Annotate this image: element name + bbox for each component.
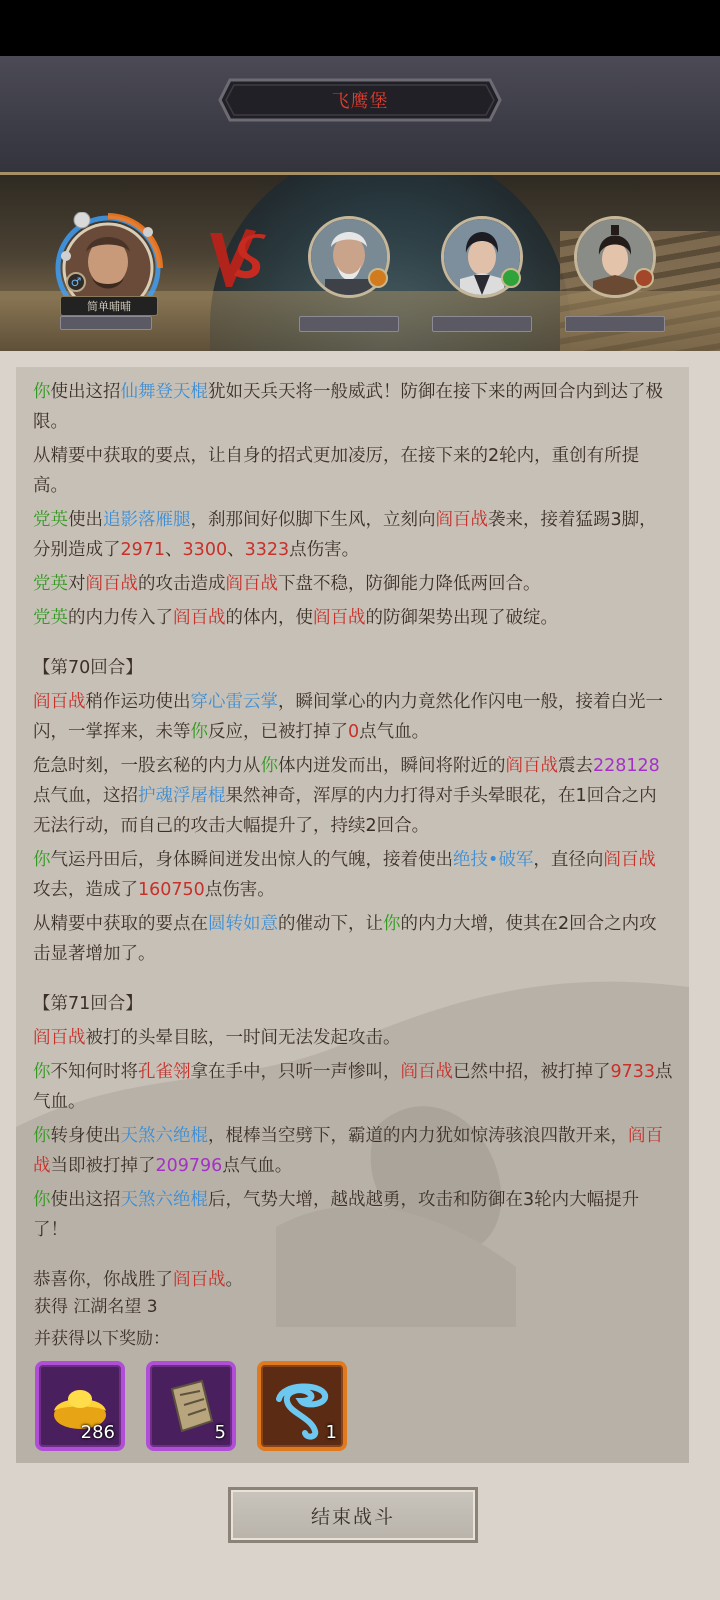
location-title: 飞鹰堡 xyxy=(331,91,389,112)
log-segment: 对 xyxy=(68,574,86,594)
log-segment: 阎百战 xyxy=(505,756,558,776)
log-entry xyxy=(33,989,673,1019)
male-icon: ♂ xyxy=(66,272,86,292)
log-segment: 、 xyxy=(227,540,245,560)
log-segment: 护魂浮屠棍 xyxy=(138,786,226,806)
opponent-2-hp-bar xyxy=(432,316,532,332)
log-segment: 点伤害。 xyxy=(204,880,275,900)
log-segment: 恭喜你，你战胜了 xyxy=(33,1270,173,1290)
log-segment: 拿在手中，只听一声惨叫， xyxy=(190,1062,401,1082)
log-entry xyxy=(33,1057,673,1117)
log-segment: 点气血。 xyxy=(222,1156,293,1176)
log-segment: 孔雀翎 xyxy=(138,1062,191,1082)
location-title-plate xyxy=(218,78,502,122)
log-segment: 党英 xyxy=(33,608,68,628)
log-segment: 阎百战 xyxy=(603,850,656,870)
log-segment: 绝技•破军 xyxy=(453,850,534,870)
log-segment: 使出 xyxy=(68,510,103,530)
log-segment: 阎百战 xyxy=(85,574,138,594)
log-segment: 你 xyxy=(33,1126,51,1146)
log-segment: 9733 xyxy=(610,1062,656,1082)
player-name: 简单晡晡 xyxy=(60,296,158,316)
log-segment: 你 xyxy=(260,756,278,776)
log-segment: 不知何时将 xyxy=(50,1062,138,1082)
log-segment: 2971 xyxy=(120,540,166,560)
reward-item-scroll[interactable] xyxy=(146,1361,236,1451)
log-segment: 阎百战 xyxy=(33,1126,663,1176)
battle-log-text xyxy=(33,377,673,1299)
log-segment: 追影落雁腿 xyxy=(103,510,191,530)
log-entry xyxy=(33,505,673,565)
reward-count: 286 xyxy=(80,1422,115,1443)
log-segment: 的防御架势出现了破绽。 xyxy=(365,608,558,628)
log-entry xyxy=(33,687,673,747)
log-segment: 你 xyxy=(33,1062,51,1082)
log-segment: 从精要中获取的要点在 xyxy=(33,914,208,934)
log-segment: 犹如天兵天将一般威武！防御在接下来的两回合内到达了极限。 xyxy=(33,382,663,432)
log-segment: 后，气势大增，越战越勇，攻击和防御在3轮内大幅提升了！ xyxy=(33,1190,640,1240)
log-segment: 的催动下，让 xyxy=(278,914,383,934)
log-segment: 稍作运功使出 xyxy=(85,692,191,712)
log-segment: 的攻击造成 xyxy=(138,574,226,594)
player-hp-bar xyxy=(60,316,152,330)
log-segment: 你 xyxy=(33,850,51,870)
log-segment: 攻去，造成了 xyxy=(33,880,138,900)
log-segment: 果然神奇，浑厚的内力打得对手头晕眼花，在1回合之内无法行动，而自己的攻击大幅提升了，持续2回合。 xyxy=(33,786,657,836)
log-entry xyxy=(33,569,673,599)
log-segment: 气运丹田后，身体瞬间迸发出惊人的气魄，接着使出 xyxy=(50,850,453,870)
reward-count: 1 xyxy=(325,1422,337,1443)
log-segment: ，刹那间好似脚下生风，立刻向 xyxy=(190,510,436,530)
log-segment: 3300 xyxy=(182,540,228,560)
log-segment: 。 xyxy=(225,1270,243,1290)
log-segment: 天煞六绝棍 xyxy=(120,1126,208,1146)
log-segment: 阎百战 xyxy=(33,1028,86,1048)
log-segment: 3323 xyxy=(244,540,290,560)
log-segment: 当即被打掉了 xyxy=(50,1156,156,1176)
opponent-3-hp-bar xyxy=(565,316,665,332)
log-segment: 阎百战 xyxy=(400,1062,453,1082)
log-segment: 0 xyxy=(348,722,360,742)
fire-emblem-icon xyxy=(368,268,388,288)
log-segment: 228128 xyxy=(593,756,660,776)
log-segment: 209796 xyxy=(155,1156,223,1176)
log-segment: 【第71回合】 xyxy=(33,994,143,1014)
opponent-1-hp-bar xyxy=(299,316,399,332)
log-segment: 仙舞登天棍 xyxy=(120,382,208,402)
log-segment: 点气血。 xyxy=(359,722,430,742)
log-entry xyxy=(33,1265,673,1295)
log-segment: 被打的头晕目眩，一时间无法发起攻击。 xyxy=(85,1028,401,1048)
log-segment: 反应，已被打掉了 xyxy=(208,722,348,742)
log-segment: ，瞬间掌心的内力竟然化作闪电一般，接着白光一闪，一掌挥来，未等 xyxy=(33,692,663,742)
reward-count: 5 xyxy=(214,1422,226,1443)
log-segment: 转身使出 xyxy=(50,1126,121,1146)
log-segment: 你 xyxy=(33,1190,51,1210)
header-bar xyxy=(0,56,720,175)
log-spacer xyxy=(33,1249,673,1265)
log-segment: 体内迸发而出，瞬间将附近的 xyxy=(278,756,506,776)
log-segment: 使出这招 xyxy=(50,1190,121,1210)
log-segment: 危急时刻，一股玄秘的内力从 xyxy=(33,756,261,776)
log-segment: 阎百战 xyxy=(173,608,226,628)
log-entry xyxy=(33,603,673,633)
log-segment: 你 xyxy=(383,914,401,934)
log-segment: 党英 xyxy=(33,574,68,594)
log-segment: 阎百战 xyxy=(173,1270,226,1290)
log-segment: 的体内，使 xyxy=(225,608,313,628)
log-segment: 阎百战 xyxy=(435,510,488,530)
log-entry xyxy=(33,751,673,841)
log-segment: ，棍棒当空劈下，霸道的内力犹如惊涛骇浪四散开来， xyxy=(208,1126,628,1146)
log-segment: 【第70回合】 xyxy=(33,658,143,678)
log-segment: ，直径向 xyxy=(533,850,604,870)
log-entry xyxy=(33,653,673,683)
log-segment: 点伤害。 xyxy=(289,540,360,560)
log-segment: 下盘不稳，防御能力降低两回合。 xyxy=(278,574,541,594)
log-segment: 天煞六绝棍 xyxy=(120,1190,208,1210)
log-entry xyxy=(33,1185,673,1245)
log-segment: 点气血。 xyxy=(33,1062,673,1112)
reward-item-swirl[interactable] xyxy=(257,1361,347,1451)
log-entry xyxy=(33,1121,673,1181)
log-segment: 震去 xyxy=(558,756,593,776)
log-segment: 党英 xyxy=(33,510,68,530)
log-segment: 从精要中获取的要点，让自身的招式更加凌厉，在接下来的2轮内，重创有所提高。 xyxy=(33,446,640,496)
log-segment: 阎百战 xyxy=(225,574,278,594)
log-segment: 的内力大增，使其在2回合之内攻击显著增加了。 xyxy=(33,914,657,964)
log-segment: 使出这招 xyxy=(50,382,121,402)
log-segment: 已然中招，被打掉了 xyxy=(453,1062,611,1082)
sword-emblem-icon xyxy=(501,268,521,288)
log-segment: 点气血，这招 xyxy=(33,786,138,806)
log-entry xyxy=(33,441,673,501)
status-bar-area xyxy=(0,0,720,56)
end-battle-button[interactable]: 结束战斗 xyxy=(228,1487,478,1543)
reputation-reward-text: 获得 江湖名望 3 xyxy=(34,1297,158,1317)
log-segment: 你 xyxy=(190,722,208,742)
log-spacer xyxy=(33,637,673,653)
log-segment: 你 xyxy=(33,382,51,402)
versus-icon xyxy=(208,225,268,295)
blade-emblem-icon xyxy=(634,268,654,288)
log-segment: 穿心雷云掌 xyxy=(190,692,278,712)
rewards-heading: 并获得以下奖励： xyxy=(34,1329,170,1349)
log-segment: 阎百战 xyxy=(33,692,86,712)
log-entry xyxy=(33,1023,673,1053)
log-entry xyxy=(33,845,673,905)
log-entry xyxy=(33,377,673,437)
log-entry xyxy=(33,909,673,969)
log-segment: 、 xyxy=(165,540,183,560)
reward-item-gold[interactable] xyxy=(35,1361,125,1451)
log-segment: 160750 xyxy=(138,880,205,900)
log-segment: 圆转如意 xyxy=(208,914,278,934)
log-segment: 的内力传入了 xyxy=(68,608,173,628)
log-segment: 阎百战 xyxy=(313,608,366,628)
log-spacer xyxy=(33,973,673,989)
log-segment: 袭来，接着猛踢3脚，分别造成了 xyxy=(33,510,657,560)
